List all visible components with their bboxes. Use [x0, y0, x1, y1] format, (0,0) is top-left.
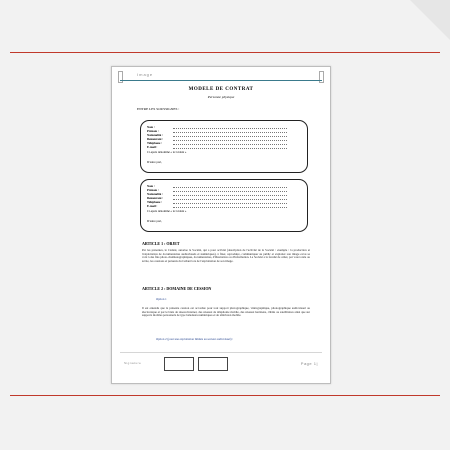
party-clause: Ci-après dénommé « le Cédant » — [147, 150, 187, 154]
page-curl-corner — [410, 0, 450, 40]
field-label: Nationalité : — [147, 192, 163, 196]
header-rule — [120, 80, 322, 81]
field-row — [147, 145, 287, 149]
option-1-label: Option 1 — [156, 297, 167, 301]
field-label: Téléphone : — [147, 141, 163, 145]
footer-rule — [120, 352, 322, 353]
party-clause: Ci-après dénommé « le Cédant » — [147, 209, 187, 213]
party-box-2 — [140, 179, 308, 232]
field-label: Demeurant : — [147, 196, 164, 200]
field-label: Prénom : — [147, 129, 159, 133]
party-box-1 — [140, 120, 308, 173]
parties-label: ENTRE LES SOUSSIGNES : — [137, 107, 180, 111]
option-2-label: Option 2 (pour une exploitation limitée au secteur audiovisuel) : — [156, 337, 234, 341]
footer-field-2[interactable] — [198, 357, 228, 371]
fill-line — [173, 148, 287, 149]
field-row — [147, 204, 287, 208]
field-label: Nom : — [147, 125, 155, 129]
contract-title: MODELE DE CONTRAT — [188, 87, 254, 92]
field-label: Téléphone : — [147, 200, 163, 204]
field-label: Nationalité : — [147, 133, 163, 137]
margin-marker-right — [319, 71, 324, 83]
page-number: Page 1| — [300, 361, 318, 366]
article-2-title: ARTICLE 2 : DOMAINE DE CESSION — [142, 286, 212, 291]
contract-subtitle: Personne physique — [207, 95, 235, 99]
party-other: D'autre part, — [147, 219, 162, 223]
article-1-text: Par les présentes, le Cédant, autorise la Société, qui a pour activité (description de l'activité de la Société : exemple : la production et l'exploitation de documentaires audiovisuels et numériques), à fixer, reproduire, communiquer au public et exploiter son image et/ou sa voix à des fins photo-cinématographiques, documentaires, d'illustration ou d'information. La Société a la faculté de céder, par voie totale ou écrite, les cessions et présents du Cédant lors de l'exploitation de son image. — [142, 248, 310, 263]
header-label: Image — [137, 72, 154, 77]
frame-bottom-line — [10, 395, 440, 396]
footer-label: Signature — [124, 361, 142, 365]
article-1-title: ARTICLE 1 : OBJET — [142, 241, 180, 246]
article-2-text: Il est entendu que la présente cession est accordée pour tout support photographique, vidéographique, phonographique audiovisuel ou électronique et par le biais de réseau Internet, des réseaux de téléphonie mobile, des réseaux hertziens, câblés ou satellitaires ainsi que sur supports mobiles personnels de type baladeurs numériques et de télévision mobile. — [142, 306, 310, 318]
document-page — [111, 66, 331, 384]
field-label: Demeurant : — [147, 137, 164, 141]
frame-top-line — [10, 52, 440, 53]
fill-line — [173, 207, 287, 208]
field-label: E-mail : — [147, 204, 158, 208]
party-other: D'autre part, — [147, 160, 162, 164]
field-label: E-mail : — [147, 145, 158, 149]
footer-field-1[interactable] — [164, 357, 194, 371]
field-label: Prénom : — [147, 188, 159, 192]
field-label: Nom : — [147, 184, 155, 188]
margin-marker-left — [118, 71, 123, 83]
